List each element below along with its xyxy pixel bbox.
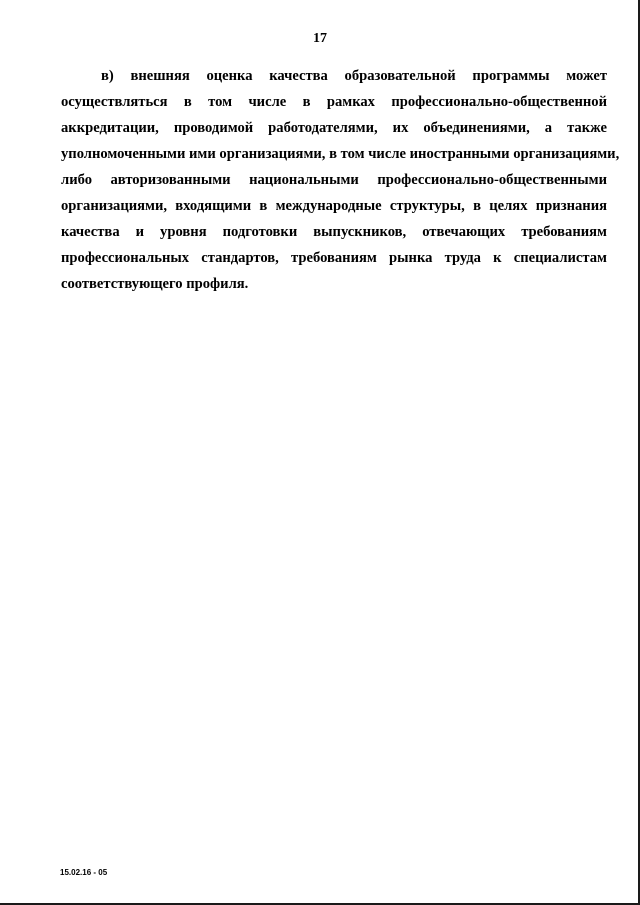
page-number: 17: [313, 31, 327, 46]
paragraph-line: качества и уровня подготовки выпускников, отвечающих требованиям: [61, 224, 607, 240]
paragraph-line: в) внешняя оценка качества образовательной программы может: [101, 68, 607, 84]
paragraph-line: либо авторизованными национальными профессионально-общественными: [61, 172, 607, 188]
paragraph-line: аккредитации, проводимой работодателями, их объединениями, а также: [61, 120, 607, 136]
paragraph-line: организациями, входящими в международные структуры, в целях признания: [61, 198, 607, 214]
document-code: 15.02.16 - 05: [60, 868, 108, 877]
body-paragraph: [61, 63, 620, 297]
paragraph-line: осуществляться в том числе в рамках профессионально-общественной: [61, 94, 607, 110]
paragraph-line: уполномоченными ими организациями, в том числе иностранными организациями,: [61, 146, 620, 162]
paragraph-line: профессиональных стандартов, требованиям рынка труда к специалистам: [61, 250, 607, 266]
paragraph-line: соответствующего профиля.: [61, 276, 249, 292]
